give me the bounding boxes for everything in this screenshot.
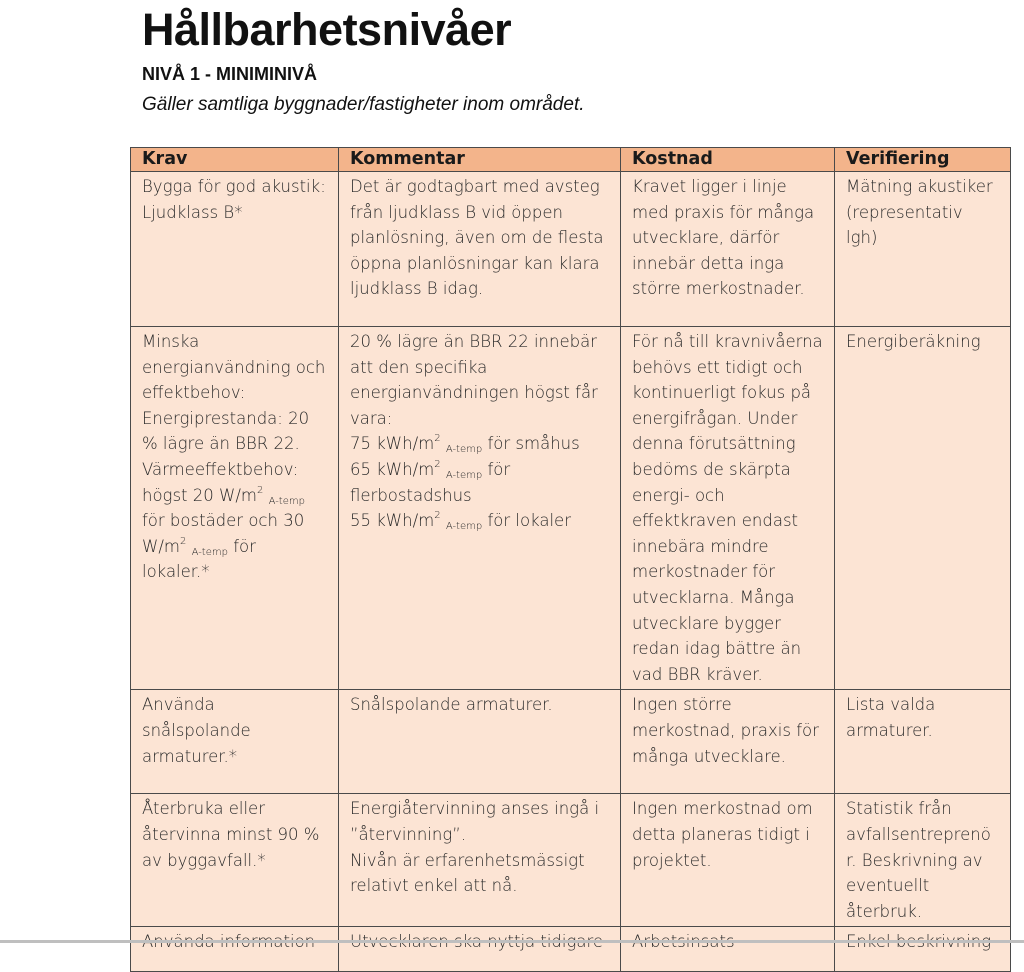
cell-kostnad xyxy=(621,327,835,690)
header-verifiering: Verifiering xyxy=(835,148,1011,172)
cell-line: Nivån är erfarenhetsmässigt xyxy=(350,850,585,870)
cell-line: Bygga för god akustik: xyxy=(142,177,326,196)
cell-line: behövs ett tidigt och xyxy=(632,357,803,377)
cell-kommentar xyxy=(339,794,621,927)
cell-line: För nå till kravnivåerna xyxy=(632,332,823,351)
cell-line: öppna planlösningar kan klara xyxy=(350,253,600,273)
cell-line: (representativ xyxy=(846,202,963,222)
cell-line: utvecklare, därför xyxy=(632,228,780,248)
cell-line: effektkraven endast xyxy=(632,511,799,531)
cell-line: ljudklass B idag. xyxy=(350,279,484,299)
cell-line: eventuellt xyxy=(846,876,930,896)
scope-description: Gäller samtliga byggnader/fastigheter inom området. xyxy=(142,94,585,115)
cell-line xyxy=(350,431,614,457)
page-title: Hållbarhetsnivåer xyxy=(142,4,512,55)
header-krav: Krav xyxy=(131,148,339,172)
cell-krav xyxy=(131,172,339,327)
text-run: för xyxy=(482,459,511,479)
text-run: för lokaler xyxy=(482,511,571,531)
cell-line: att den specifika xyxy=(350,357,488,377)
text-run: högst 20 W/m xyxy=(142,485,257,505)
cell-kostnad xyxy=(621,927,835,972)
cell-kommentar xyxy=(339,927,621,972)
superscript: 2 xyxy=(434,458,441,470)
text-run: för småhus xyxy=(482,434,580,454)
table-row xyxy=(131,794,1011,927)
cell-krav xyxy=(131,327,339,690)
cell-line: avfallsentreprenö xyxy=(846,824,991,844)
cell-line: av byggavfall.* xyxy=(142,850,266,870)
superscript: 2 xyxy=(179,535,187,547)
cell-krav xyxy=(131,690,339,794)
cell-krav xyxy=(131,927,339,972)
cell-line: armaturer. xyxy=(846,720,933,740)
superscript: 2 xyxy=(256,484,264,496)
cell-line xyxy=(350,457,614,483)
cell-line: Ljudklass B* xyxy=(142,202,243,222)
cell-line: merkostnad, praxis för xyxy=(632,720,819,740)
cell-line: flerbostadshus xyxy=(350,485,472,505)
table-row xyxy=(131,927,1011,972)
level-subtitle: NIVÅ 1 - MINIMINIVÅ xyxy=(142,64,318,84)
cell-line: utvecklare bygger xyxy=(632,613,781,633)
cell-line: ”återvinning”. xyxy=(350,824,467,844)
cell-line: återbruk. xyxy=(846,901,923,921)
cell-kostnad xyxy=(621,690,835,794)
text-run: för xyxy=(227,536,256,556)
cell-line: bedöms de skärpta xyxy=(632,459,791,479)
header-kommentar: Kommentar xyxy=(339,148,621,172)
subscript: A-temp xyxy=(445,521,483,533)
cell-kommentar xyxy=(339,690,621,794)
table-header-row xyxy=(131,148,1011,172)
cell-line: energianvändningen högst får xyxy=(350,383,598,403)
cell-krav xyxy=(131,794,339,927)
cell-line: effektbehov: xyxy=(142,383,246,403)
cell-line: r. Beskrivning av xyxy=(846,850,983,870)
cell-line: lgh) xyxy=(846,228,878,248)
cell-line: projektet. xyxy=(632,850,712,870)
subscript: A-temp xyxy=(191,546,228,558)
cell-kostnad xyxy=(621,172,835,327)
cell-line: Energiberäkning xyxy=(846,332,981,351)
cell-line: redan idag bättre än xyxy=(632,639,802,659)
cell-line: Lista valda xyxy=(846,695,936,715)
cell-line: Minska xyxy=(142,332,200,351)
cell-line: återvinna minst 90 % xyxy=(142,824,320,844)
cell-line: Värmeeffektbehov: xyxy=(142,459,299,479)
cell-line: större merkostnader. xyxy=(632,279,805,299)
cell-line: Ingen större xyxy=(632,695,732,715)
cell-line xyxy=(142,483,332,509)
cell-line: % lägre än BBR 22. xyxy=(142,434,300,454)
superscript: 2 xyxy=(434,433,441,445)
cell-line: denna förutsättning xyxy=(632,434,796,454)
cell-line: Snålspolande armaturer. xyxy=(350,695,553,715)
cell-line: kontinuerligt fokus på xyxy=(632,383,812,403)
cell-line: för bostäder och 30 xyxy=(142,511,305,531)
cell-verifiering xyxy=(835,327,1011,690)
text-run: 55 kWh/m xyxy=(350,511,435,531)
cell-line: lokaler.* xyxy=(142,562,210,582)
cell-kommentar xyxy=(339,327,621,690)
cell-line: energifrågan. Under xyxy=(632,408,798,428)
table-row xyxy=(131,327,1011,690)
cell-line: relativt enkel att nå. xyxy=(350,876,518,896)
cell-line: Det är godtagbart med avsteg xyxy=(350,177,600,196)
cell-verifiering xyxy=(835,927,1011,972)
text-run: 65 kWh/m xyxy=(350,459,435,479)
cell-line: vara: xyxy=(350,408,393,428)
cell-line: merkostnader för xyxy=(632,562,776,582)
cell-line: utvecklarna. Många xyxy=(632,587,795,607)
cell-line: Mätning akustiker xyxy=(846,177,993,196)
cell-line: Energiåtervinning anses ingå i xyxy=(350,799,600,819)
cell-line: många utvecklare. xyxy=(632,746,786,766)
cell-line: Använda xyxy=(142,695,215,715)
subscript: A-temp xyxy=(445,444,483,456)
cell-line: armaturer.* xyxy=(142,746,238,766)
table-row xyxy=(131,690,1011,794)
header-kostnad: Kostnad xyxy=(621,148,835,172)
cell-line: Kravet ligger i linje xyxy=(632,177,787,196)
cell-line: Statistik från xyxy=(846,799,952,819)
cell-line: energianvändning och xyxy=(142,357,326,377)
cell-verifiering xyxy=(835,794,1011,927)
cell-line: innebära mindre xyxy=(632,536,769,556)
cell-line: med praxis för många xyxy=(632,202,815,222)
cell-line: Energiprestanda: 20 xyxy=(142,408,310,428)
cell-kommentar xyxy=(339,172,621,327)
text-run: W/m xyxy=(142,536,180,556)
cell-line: från ljudklass B vid öppen xyxy=(350,202,563,222)
cell-verifiering xyxy=(835,690,1011,794)
cell-line xyxy=(350,508,614,534)
cell-line: Återbruka eller xyxy=(142,799,265,819)
cell-line: energi- och xyxy=(632,485,725,505)
cell-kostnad xyxy=(621,794,835,927)
text-run: 75 kWh/m xyxy=(350,434,435,454)
cell-verifiering xyxy=(835,172,1011,327)
cell-line xyxy=(142,534,332,560)
cell-line: 20 % lägre än BBR 22 innebär xyxy=(350,332,597,351)
table-row xyxy=(131,172,1011,327)
cell-line: snålspolande xyxy=(142,720,251,740)
superscript: 2 xyxy=(434,510,441,522)
requirements-table xyxy=(130,147,1011,972)
subscript: A-temp xyxy=(445,469,483,481)
cell-line: vad BBR kräver. xyxy=(632,664,763,684)
cell-line: detta planeras tidigt i xyxy=(632,824,810,844)
cell-line: Ingen merkostnad om xyxy=(632,799,813,819)
cell-line: innebär detta inga xyxy=(632,253,785,273)
cell-line: planlösning, även om de flesta xyxy=(350,228,604,248)
subscript: A-temp xyxy=(268,495,305,507)
